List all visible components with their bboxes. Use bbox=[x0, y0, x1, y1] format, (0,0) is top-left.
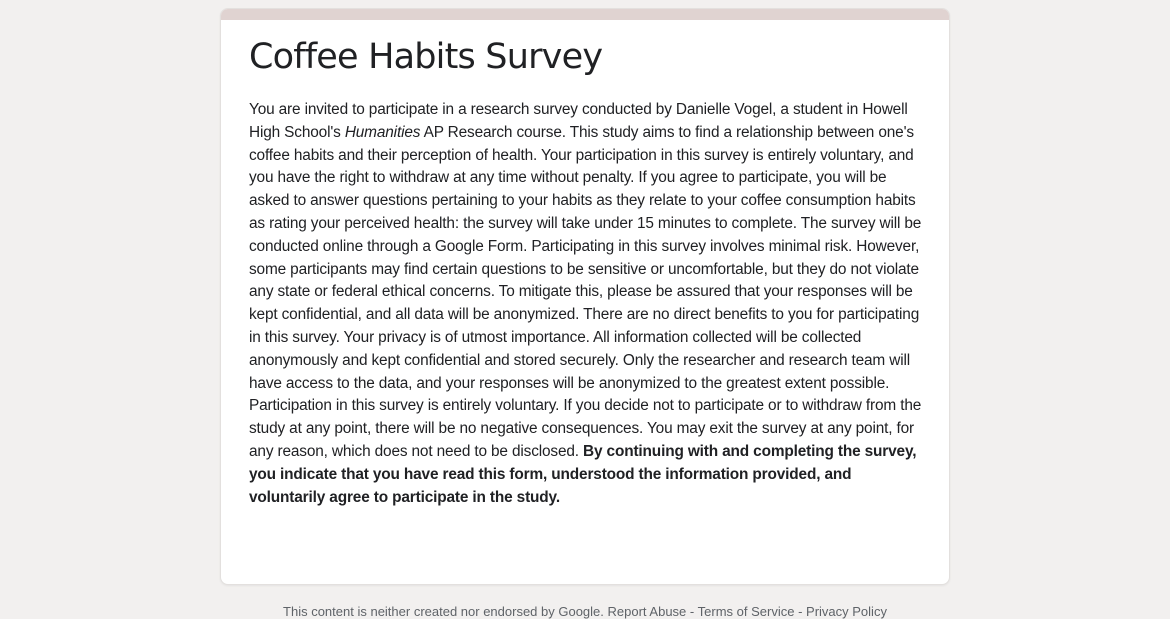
description-consent-statement: By continuing with and completing the survey, you indicate that you have read this form, understood the information provided, and voluntarily agree to participate in the study. bbox=[249, 442, 917, 506]
description-text: You are invited to participate in a research survey conducted by Danielle Vogel, a student in Howell High School's bbox=[249, 101, 908, 141]
footer-notice: This content is neither created nor endorsed by Google. bbox=[283, 604, 604, 619]
footer-separator: - bbox=[689, 604, 698, 619]
terms-of-service-link[interactable]: Terms of Service bbox=[697, 604, 795, 619]
description-italic: Humanities bbox=[344, 123, 421, 141]
privacy-policy-link[interactable]: Privacy Policy bbox=[806, 604, 887, 619]
page-footer bbox=[0, 604, 1170, 619]
form-header-card bbox=[220, 8, 950, 585]
description-text-continued: AP Research course. This study aims to find a relationship between one's coffee habits and their perception of health. Your participation in this survey is entirely voluntary, and you have the right to withdraw at any time without penalty. If you agree to participate, you will be asked to answer questions pertaining to your habits as they relate to your coffee consumption habits as rating your perceived health: the survey will take under 15 minutes to complete. The survey will be conducted online through a Google Form. Participating in this survey involves minimal risk. However, some participants may find certain questions to be sensitive or uncomfortable, but they do not violate any state or federal ethical concerns. To mitigate this, please be assured that your responses will be kept confidential, and all data will be anonymized. There are no direct benefits to you for participating in this survey. Your privacy is of utmost importance. All information collected will be collected anonymously and kept confidential and stored securely. Only the researcher and research team will have access to the data, and your responses will be anonymized to the greatest extent possible. Participation in this survey is entirely voluntary. If you decide not to participate or to withdraw from the study at any point, there will be no negative consequences. You may exit the survey at any point, for any reason, which does not need to be disclosed. bbox=[249, 123, 922, 460]
report-abuse-link[interactable]: Report Abuse bbox=[607, 604, 687, 619]
form-description bbox=[249, 99, 929, 509]
form-title: Coffee Habits Survey bbox=[249, 37, 603, 77]
form-accent-band bbox=[221, 9, 949, 20]
footer-separator: - bbox=[798, 604, 807, 619]
